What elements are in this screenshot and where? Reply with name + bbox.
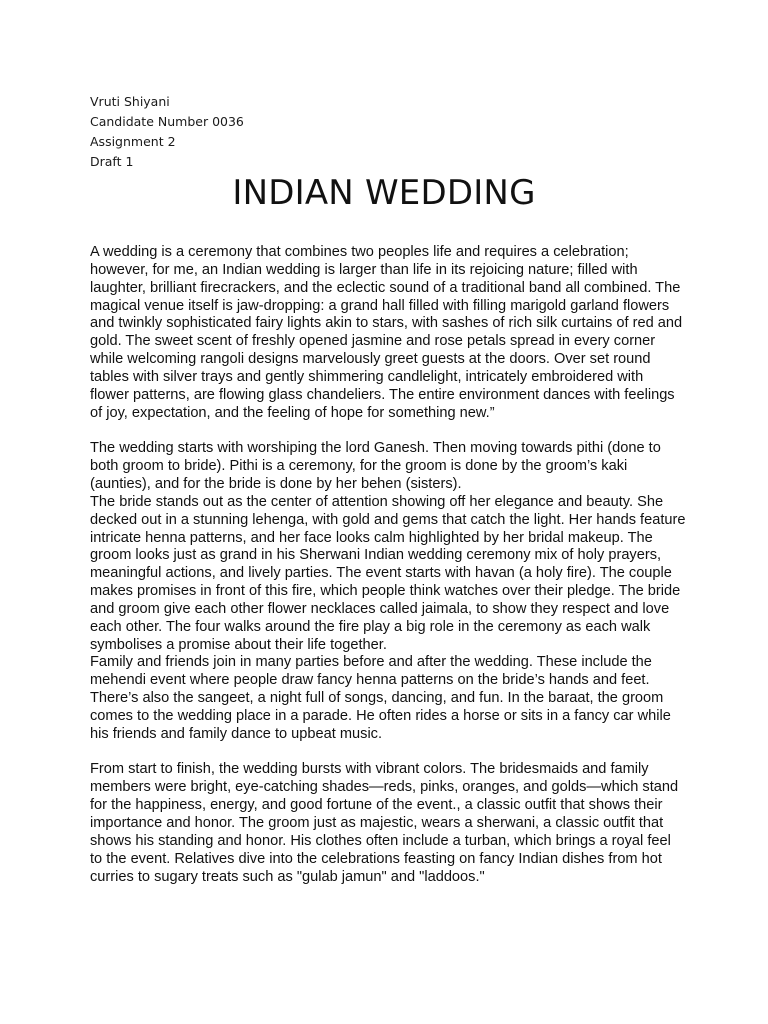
paragraph-2: The wedding starts with worshiping the lord Ganesh. Then moving towards pithi (done to both groom to bride). Pithi is a ceremony, for the groom is done by the groom’s kaki (aunties), and for the bride is done by her behen (sisters). <box>90 440 661 492</box>
document-body <box>90 244 686 886</box>
assignment-label: Assignment 2 <box>90 134 176 149</box>
paragraph-spacer <box>90 422 686 440</box>
draft-label: Draft 1 <box>90 154 134 169</box>
paragraph-5: From start to finish, the wedding bursts with vibrant colors. The bridesmaids and family members were bright, eye-catching shades—reds, pinks, oranges, and golds—which stand for the happiness, energy, and good fortune of the event., a classic outfit that shows their importance and honor. The groom just as majestic, wears a sherwani, a classic outfit that shows his standing and honor. His clothes often include a turban, which brings a royal feel to the event. Relatives dive into the celebrations feasting on fancy Indian dishes from hot curries to sugary treats such as "gulab jamun" and "laddoos." <box>90 761 679 885</box>
candidate-number: Candidate Number 0036 <box>90 114 244 129</box>
paragraph-4: Family and friends join in many parties before and after the wedding. These include the mehendi event where people draw fancy henna patterns on the bride’s hands and feet. There’s also the sangeet, a night full of songs, dancing, and fun. In the baraat, the groom comes to the wedding place in a parade. He often rides a horse or sits in a fancy car while his friends and family dance to upbeat music. <box>90 654 671 742</box>
paragraph-spacer <box>90 744 686 762</box>
document-title: INDIAN WEDDING <box>232 173 536 213</box>
paragraph-1: A wedding is a ceremony that combines two peoples life and requires a celebration; however, for me, an Indian wedding is larger than life in its rejoicing nature; filled with laughter, brilliant firecrackers, and the eclectic sound of a traditional band all combined. The magical venue itself is jaw-dropping: a grand hall filled with filling marigold garland flowers and twinkly sophisticated fairy lights akin to stars, with sashes of rich silk curtains of red and gold. The sweet scent of freshly opened jasmine and rose petals spread in every corner while welcoming rangoli designs marvelously greet guests at the doors. Over set round tables with silver trays and gently shimmering candlelight, intricately embroidered with flower patterns, are flowing glass chandeliers. The entire environment dances with feelings of joy, expectation, and the feeling of hope for something new.” <box>90 244 683 421</box>
paragraph-3: The bride stands out as the center of attention showing off her elegance and beauty. She decked out in a stunning lehenga, with gold and gems that catch the light. Her hands feature intricate henna patterns, and her face looks calm highlighted by her bridal makeup. The groom looks just as grand in his Sherwani Indian wedding ceremony mix of holy prayers, meaningful actions, and lively parties. The event starts with havan (a holy fire). The couple makes promises in front of this fire, which people think watches over their pledge. The bride and groom give each other flower necklaces called jaimala, to show they respect and love each other. The four walks around the fire play a big role in the ceremony as each walk symbolises a promise about their life together. <box>90 493 686 653</box>
document-header <box>90 92 244 172</box>
author-name: Vruti Shiyani <box>90 94 170 109</box>
